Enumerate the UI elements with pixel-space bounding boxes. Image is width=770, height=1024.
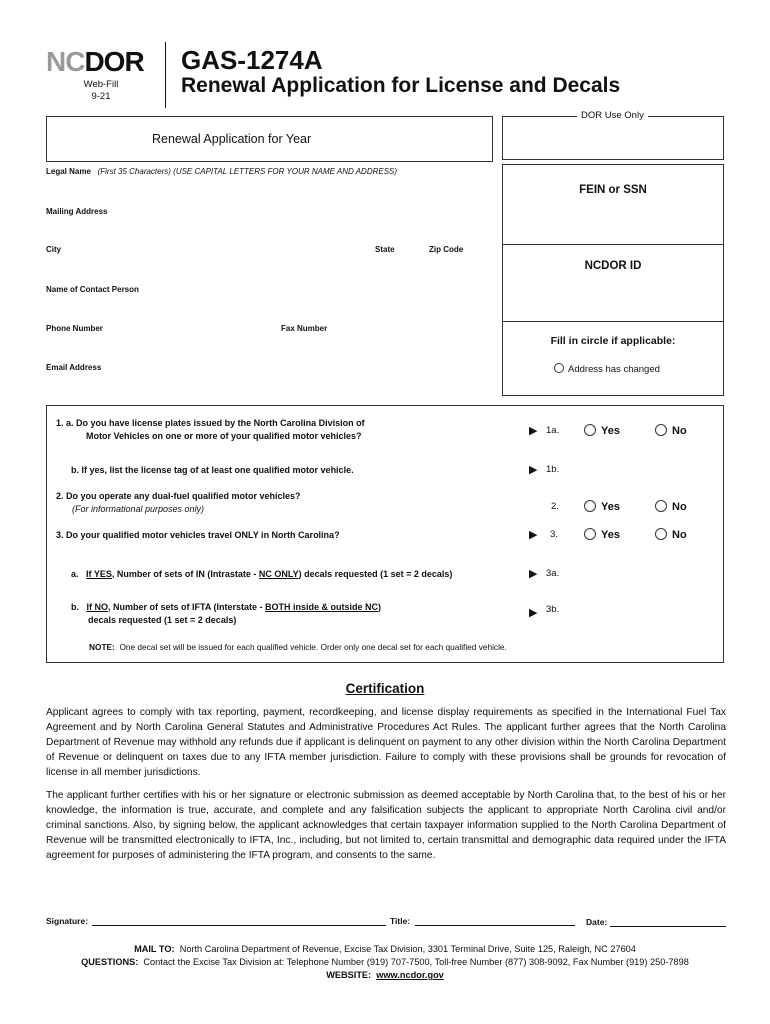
ref-2: 2. (551, 501, 559, 512)
contact-person-label: Name of Contact Person (46, 285, 139, 294)
legal-name-label: Legal Name (First 35 Characters) (USE CAPITAL LETTERS FOR YOUR NAME AND ADDRESS) (46, 167, 398, 176)
decal-note: NOTE: One decal set will be issued for each qualified vehicle. Order only one decal set for each qualified vehicle. (89, 642, 507, 652)
mailing-address-field[interactable] (46, 218, 494, 242)
website-link[interactable]: www.ncdor.gov (376, 970, 444, 980)
fein-label: FEIN or SSN (579, 184, 647, 196)
panel-divider (502, 244, 724, 245)
question-2: 2. Do you operate any dual-fuel qualified motor vehicles? (For informational purposes only) (56, 491, 301, 514)
address-changed-option[interactable]: Address has changed (554, 363, 660, 375)
email-label: Email Address (46, 363, 102, 372)
q3-no-radio[interactable] (655, 528, 667, 540)
legal-name-field[interactable] (46, 178, 494, 202)
website-line: WEBSITE: www.ncdor.gov (326, 970, 444, 980)
mail-to-line: MAIL TO: North Carolina Department of Revenue, Excise Tax Division, 3301 Terminal Drive, Suite 125, Raleigh, NC 27604 (134, 944, 636, 954)
q2-no-radio[interactable] (655, 500, 667, 512)
date-field[interactable] (610, 926, 726, 927)
q1a-no-option[interactable]: No (655, 424, 687, 437)
title-field[interactable] (415, 925, 575, 926)
phone-label: Phone Number (46, 324, 103, 333)
ref-1b: 1b. (546, 464, 560, 475)
state-label: State (375, 245, 395, 254)
certification-title: Certification (345, 681, 425, 696)
fill-circle-label: Fill in circle if applicable: (550, 335, 676, 347)
certification-paragraph-1: Applicant agrees to comply with tax reporting, payment, recordkeeping, and license display requirements as specified in the International Fuel Tax Agreement and by North Carolina General Statutes and Administrative Procedures Act Rules. The applicant further agrees that the North Carolina Department of Revenue may withhold any refunds due if applicant is delinquent on payment to any other division within the North Carolina Department of Revenue or delinquent on taxes due to any IFTA member jurisdiction. Failure to comply with these provisions shall be grounds for revocation of license in all member jurisdictions. (46, 707, 726, 778)
arrow-icon: ▶ (529, 425, 538, 437)
address-changed-radio[interactable] (554, 363, 564, 373)
email-field[interactable] (46, 374, 494, 396)
intrastate-decals-field[interactable] (566, 564, 716, 582)
arrow-icon: ▶ (529, 568, 538, 580)
fein-field[interactable] (503, 200, 723, 244)
q1a-yes-option[interactable]: Yes (584, 424, 620, 437)
q2-no-option[interactable]: No (655, 500, 687, 513)
arrow-icon: ▶ (529, 464, 538, 476)
signature-field[interactable] (92, 925, 386, 926)
q3-yes-radio[interactable] (584, 528, 596, 540)
fax-label: Fax Number (281, 324, 328, 333)
certification-paragraph-2: The applicant further certifies with his or her signature or electronic submission as deemed acceptable by North Carolina that, to the best of his or her knowledge, the information is true, accurate, and complete and any falsification subjects the applicant to appropriate North Carolina civil and/or criminal sanctions. Also, by signing below, the applicant acknowledges that certain taxpayer information supplied to the North Carolina Department of Revenue will be transmitted electronically to IFTA, Inc., including, but not limited to, certain transmittal and demographic data required under the IFTA agreement for purposes of administering the IFTA program, and consents to the same. (46, 790, 726, 861)
q3-no-option[interactable]: No (655, 528, 687, 541)
panel-divider (502, 321, 724, 322)
date-label: Date: (586, 917, 608, 927)
dor-use-only-box (502, 116, 724, 160)
interstate-decals-field[interactable] (566, 600, 716, 618)
title-label: Title: (390, 916, 411, 926)
form-title: Renewal Application for License and Decals (181, 74, 621, 97)
question-3b: b. If NO, Number of sets of IFTA (Interstate - BOTH inside & outside NC) decals requested (1 set = 2 decals) (71, 602, 382, 625)
question-1a: 1. a. Do you have license plates issued by the North Carolina Division of Motor Vehicles on one or more of your qualified motor vehicles? (56, 418, 365, 441)
questions-line: QUESTIONS: Contact the Excise Tax Division at: Telephone Number (919) 707-7500, Toll-free Number (877) 308-9092, Fax Number (919) 250-7898 (81, 957, 689, 967)
signature-label: Signature: (46, 916, 89, 926)
city-label: City (46, 245, 62, 254)
ref-1a: 1a. (546, 425, 560, 436)
question-1b: b. If yes, list the license tag of at least one qualified motor vehicle. (71, 465, 354, 475)
header-divider (165, 42, 166, 108)
arrow-icon: ▶ (529, 529, 538, 541)
ncdor-logo: NCDOR (46, 46, 144, 77)
city-state-zip-field[interactable] (46, 256, 494, 280)
question-3: 3. Do your qualified motor vehicles travel ONLY in North Carolina? (56, 530, 340, 540)
question-3a: a. If YES, Number of sets of IN (Intrastate - NC ONLY) decals requested (1 set = 2 decals) (71, 569, 453, 579)
ref-3b: 3b. (546, 604, 560, 615)
form-number: GAS-1274A (181, 45, 323, 75)
q3-yes-option[interactable]: Yes (584, 528, 620, 541)
q1a-yes-radio[interactable] (584, 424, 596, 436)
ncdor-id-field[interactable] (503, 276, 723, 320)
q2-yes-radio[interactable] (584, 500, 596, 512)
q1a-no-radio[interactable] (655, 424, 667, 436)
web-fill-version: Web-Fill 9-21 (83, 79, 119, 102)
arrow-icon: ▶ (529, 607, 538, 619)
renewal-year-label: Renewal Application for Year (152, 132, 312, 146)
ncdor-id-label: NCDOR ID (584, 260, 642, 272)
mailing-address-label: Mailing Address (46, 207, 108, 216)
ref-3a: 3a. (546, 568, 560, 579)
ref-3: 3. (550, 529, 558, 540)
dor-use-only-label: DOR Use Only (577, 110, 648, 121)
zip-label: Zip Code (429, 245, 464, 254)
license-tag-field[interactable] (566, 460, 716, 478)
phone-fax-field[interactable] (46, 335, 494, 359)
q2-yes-option[interactable]: Yes (584, 500, 620, 513)
contact-person-field[interactable] (46, 296, 494, 320)
